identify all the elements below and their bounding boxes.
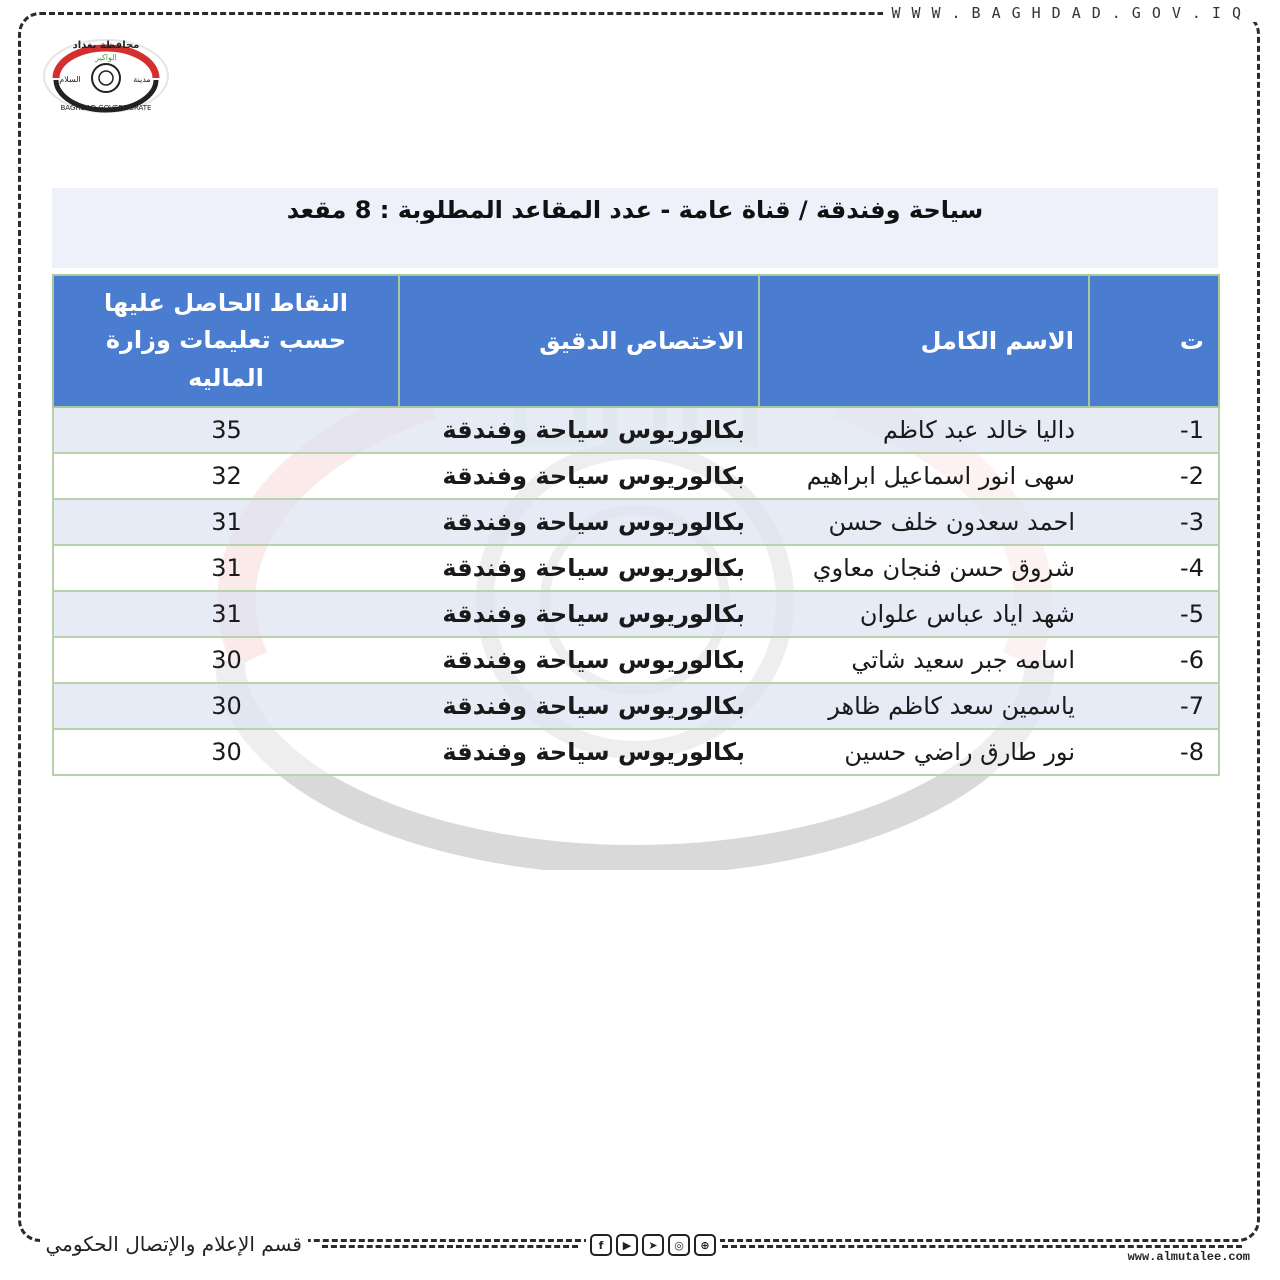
row-num: 2- <box>1089 453 1219 499</box>
instagram-icon[interactable]: ◎ <box>668 1234 690 1256</box>
row-points: 30 <box>53 637 399 683</box>
row-num: 7- <box>1089 683 1219 729</box>
svg-text:الواكير: الواكير <box>95 53 117 62</box>
row-name: شروق حسن فنجان معاوي <box>759 545 1089 591</box>
row-num: 4- <box>1089 545 1219 591</box>
row-name: داليا خالد عبد كاظم <box>759 407 1089 453</box>
title-band <box>52 188 1218 268</box>
row-points: 30 <box>53 683 399 729</box>
table-row <box>53 591 1219 637</box>
table-row <box>53 729 1219 775</box>
department-name: قسم الإعلام والإتصال الحكومي <box>40 1232 308 1256</box>
table-row <box>53 545 1219 591</box>
header-name: الاسم الكامل <box>759 275 1089 407</box>
row-points: 32 <box>53 453 399 499</box>
table-row <box>53 453 1219 499</box>
row-specialty: بكالوريوس سياحة وفندقة <box>399 453 759 499</box>
row-name: سهى انور اسماعيل ابراهيم <box>759 453 1089 499</box>
row-name: شهد اياد عباس علوان <box>759 591 1089 637</box>
row-specialty: بكالوريوس سياحة وفندقة <box>399 407 759 453</box>
row-points: 30 <box>53 729 399 775</box>
row-name: نور طارق راضي حسين <box>759 729 1089 775</box>
row-points: 31 <box>53 591 399 637</box>
row-specialty: بكالوريوس سياحة وفندقة <box>399 545 759 591</box>
svg-text:محافظة بغداد: محافظة بغداد <box>72 40 140 51</box>
social-icons <box>586 1234 720 1256</box>
table-row <box>53 637 1219 683</box>
svg-text:السلام: السلام <box>59 75 81 84</box>
header-specialty: الاختصاص الدقيق <box>399 275 759 407</box>
footer-divider-right <box>722 1245 1242 1248</box>
site-watermark[interactable]: www.almutalee.com <box>1127 1250 1250 1264</box>
row-points: 35 <box>53 407 399 453</box>
row-specialty: بكالوريوس سياحة وفندقة <box>399 683 759 729</box>
footer-divider-left <box>322 1245 578 1248</box>
row-specialty: بكالوريوس سياحة وفندقة <box>399 591 759 637</box>
row-num: 6- <box>1089 637 1219 683</box>
row-specialty: بكالوريوس سياحة وفندقة <box>399 637 759 683</box>
table-row <box>53 407 1219 453</box>
svg-text:مدينة: مدينة <box>133 75 151 84</box>
row-num: 8- <box>1089 729 1219 775</box>
website-url[interactable]: WWW.BAGHDAD.GOV.IQ <box>883 4 1260 22</box>
row-num: 1- <box>1089 407 1219 453</box>
table-header-row <box>53 275 1219 407</box>
row-specialty: بكالوريوس سياحة وفندقة <box>399 499 759 545</box>
web-icon[interactable]: ⊕ <box>694 1234 716 1256</box>
telegram-icon[interactable]: ➤ <box>642 1234 664 1256</box>
row-specialty: بكالوريوس سياحة وفندقة <box>399 729 759 775</box>
row-points: 31 <box>53 545 399 591</box>
svg-text:BAGHDAD GOVERNORATE: BAGHDAD GOVERNORATE <box>60 104 152 112</box>
row-name: اسامه جبر سعيد شاتي <box>759 637 1089 683</box>
facebook-icon[interactable]: f <box>590 1234 612 1256</box>
row-num: 5- <box>1089 591 1219 637</box>
candidates-table <box>52 274 1220 776</box>
header-points: النقاط الحاصل عليها حسب تعليمات وزارة الماليه <box>53 275 399 407</box>
row-name: ياسمين سعد كاظم ظاهر <box>759 683 1089 729</box>
row-num: 3- <box>1089 499 1219 545</box>
baghdad-governorate-logo <box>42 36 170 114</box>
row-points: 31 <box>53 499 399 545</box>
table-row <box>53 499 1219 545</box>
row-name: احمد سعدون خلف حسن <box>759 499 1089 545</box>
page-title: سياحة وفندقة / قناة عامة - عدد المقاعد المطلوبة : 8 مقعد <box>286 196 984 224</box>
header-num: ت <box>1089 275 1219 407</box>
table-row <box>53 683 1219 729</box>
youtube-icon[interactable]: ▶ <box>616 1234 638 1256</box>
